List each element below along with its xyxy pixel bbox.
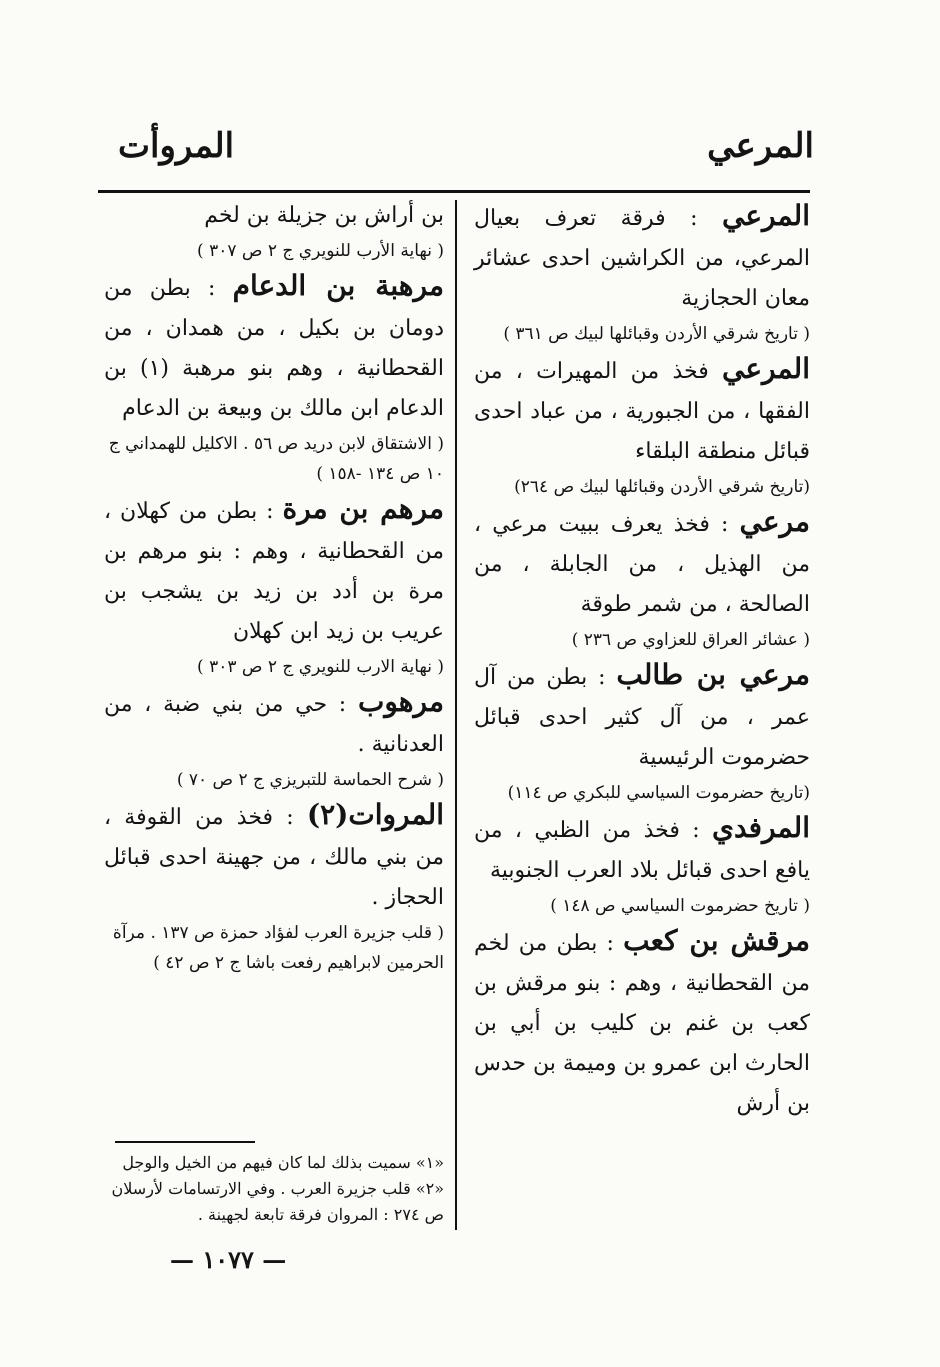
entry	[104, 196, 444, 266]
entry	[474, 808, 810, 921]
entry-headword: المرفدي	[712, 811, 810, 844]
entry-text: : بطن من لخم من القحطانية ، وهم : بنو مرقش بن كعب بن غنم بن كليب بن أبي بن الحارث ابن عمرو بن وميمة بن حدس بن أرش	[474, 931, 810, 1116]
entry-text: بن أراش بن جزيلة بن لخم	[204, 203, 444, 228]
entry-text: : بطن من آل عمر ، من آل كثير احدى قبائل حضرموت الرئيسية	[474, 665, 810, 770]
entry-headword: مرهم بن مرة	[282, 492, 444, 525]
entry-reference: ( تاريخ حضرموت السياسي ص ١٤٨ )	[550, 896, 810, 916]
entry-reference: ( شرح الحماسة للتبريزي ج ٢ ص ٧٠ )	[176, 770, 444, 790]
footnotes	[104, 1150, 444, 1228]
entry	[104, 266, 444, 489]
entry-reference: ( تاريخ شرقي الأردن وقبائلها لبيك ص ٣٦١ )	[503, 324, 810, 344]
entry-text: : فخذ يعرف ببيت مرعي ، من الهذيل ، من الجابلة ، من الصالحة ، من شمر طوقة	[474, 512, 810, 617]
entry-text: : فخذ من القوفة ، من بني مالك ، من جهينة احدى قبائل الحجاز .	[104, 805, 444, 910]
entry-headword: المروات(٢)	[306, 798, 444, 831]
entry-headword: مرهبة بن الدعام	[232, 269, 444, 302]
entry-headword: المرعي	[722, 199, 810, 232]
entry	[104, 489, 444, 682]
entry	[474, 921, 810, 1124]
entry	[474, 655, 810, 808]
entry-reference: ( قلب جزيرة العرب لفؤاد حمزة ص ١٣٧ . مرآة الحرمين لابراهيم رفعت باشا ج ٢ ص ٤٢ )	[112, 923, 444, 973]
entry	[474, 502, 810, 655]
entry-text: فخذ من المهيرات ، من الفقها ، من الجبورية ، من عباد احدى قبائل منطقة البلقاء	[474, 359, 810, 464]
right-column	[474, 196, 810, 1124]
entry-headword: مرعي	[739, 505, 810, 538]
entry-text: : فرقة تعرف بعيال المرعي، من الكراشين احدى عشائر معان الحجازية	[474, 206, 810, 311]
entry	[474, 196, 810, 349]
running-header-left: المروأت	[118, 126, 235, 166]
footnote-rule	[115, 1141, 255, 1143]
entry-reference: (تاريخ حضرموت السياسي للبكري ص ١١٤)	[507, 783, 810, 803]
entry-headword: المرعي	[722, 352, 810, 385]
entry-headword: مرهوب	[357, 685, 444, 718]
entry-reference: (تاريخ شرقي الأردن وقبائلها لبيك ص ٢٦٤)	[514, 477, 810, 497]
column-divider	[455, 200, 457, 1230]
footnote: «١» سميت بذلك لما كان فيهم من الخيل والوجل	[122, 1153, 444, 1172]
header-rule	[98, 190, 810, 193]
page-number: — ١٠٧٧ —	[170, 1245, 287, 1274]
entry-text: : بطن من كهلان ، من القحطانية ، وهم : بنو مرهم بن مرة بن أدد بن زيد بن يشجب بن عريب بن زيد ابن كهلان	[104, 499, 444, 644]
entry	[104, 795, 444, 978]
left-column	[104, 196, 444, 978]
entry-text: : حي من بني ضبة ، من العدنانية .	[104, 692, 444, 757]
entry	[104, 682, 444, 795]
footnote: «٢» قلب جزيرة العرب . وفي الارتسامات لأرسلان ص ٢٧٤ : المروان فرقة تابعة لجهينة .	[111, 1179, 444, 1224]
entry-reference: ( نهاية الأرب للنويري ج ٢ ص ٣٠٧ )	[197, 241, 444, 261]
entry-headword: مرعي بن طالب	[616, 658, 811, 691]
entry-reference: ( الاشتقاق لابن دريد ص ٥٦ . الاكليل للهمداني ج ١٠ ص ١٣٤ -١٥٨ )	[108, 434, 444, 484]
running-header-right: المرعي	[707, 126, 814, 166]
entry-text: : فخذ من الظبي ، من يافع احدى قبائل بلاد العرب الجنوبية	[474, 818, 810, 883]
entry	[474, 349, 810, 502]
entry-reference: ( عشائر العراق للعزاوي ص ٢٣٦ )	[571, 630, 810, 650]
entry-reference: ( نهاية الارب للنويري ج ٢ ص ٣٠٣ )	[197, 657, 444, 677]
entry-text: : بطن من دومان بن بكيل ، من همدان ، من القحطانية ، وهم بنو مرهبة (١) بن الدعام ابن مالك بن وبيعة بن الدعام	[104, 276, 444, 421]
entry-headword: مرقش بن كعب	[623, 924, 811, 957]
